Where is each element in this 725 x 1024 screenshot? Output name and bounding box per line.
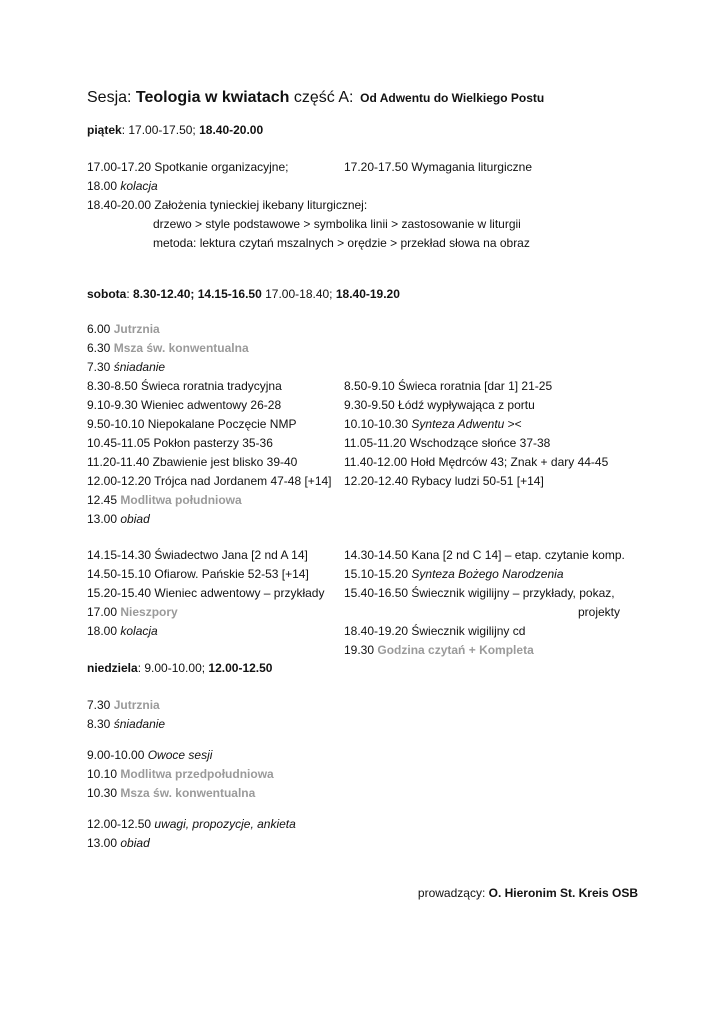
saturday-pm-right-1: 14.30-14.50 Kana [2 nd C 14] – etap. czytanie komp. — [344, 548, 625, 562]
saturday-left-4: 10.45-11.05 Pokłon pasterzy 35-36 — [87, 436, 273, 450]
saturday-right-4: 11.05-11.20 Wschodzące słońce 37-38 — [344, 436, 551, 450]
friday-row-1-right: 17.20-17.50 Wymagania liturgiczne — [344, 160, 532, 174]
saturday-left-2: 9.10-9.30 Wieniec adwentowy 26-28 — [87, 398, 282, 412]
saturday-item-kolacja: 18.00 kolacja — [87, 624, 158, 638]
friday-hours: 17.00-17.50; — [128, 123, 200, 137]
session-title — [87, 86, 544, 110]
friday-row-3: 18.40-20.00 Założenia tynieckiej ikebany liturgicznej: — [87, 198, 368, 212]
saturday-heading: sobota: 8.30-12.40; 14.15-16.50 17.00-18.40; 18.40-19.20 — [87, 287, 400, 301]
saturday-pm-left-1: 14.15-14.30 Świadectwo Jana [2 nd A 14] — [87, 548, 308, 562]
saturday-pm-right-3-cont: projekty — [577, 605, 620, 619]
sunday-item-obiad: 13.00 obiad — [87, 836, 150, 850]
saturday-item-obiad: 13.00 obiad — [87, 512, 150, 526]
saturday-pm-left-3: 15.20-15.40 Wieniec adwentowy – przykłady — [87, 586, 325, 600]
saturday-right-5: 11.40-12.00 Hołd Mędrców 43; Znak + dary 44-45 — [344, 455, 609, 469]
sunday-item-sniadanie: 8.30 śniadanie — [87, 717, 166, 731]
saturday-left-5: 11.20-11.40 Zbawienie jest blisko 39-40 — [87, 455, 298, 469]
saturday-item-kompleta: 19.30 Godzina czytań + Kompleta — [344, 643, 534, 657]
saturday-pm-right-3: 15.40-16.50 Świecznik wigilijny – przykłady, pokaz, — [344, 586, 615, 600]
saturday-left-6: 12.00-12.20 Trójca nad Jordanem 47-48 [+14] — [87, 474, 332, 488]
saturday-day: sobota — [87, 287, 127, 301]
friday-heading: piątek: 17.00-17.50; 18.40-20.00 — [87, 123, 264, 137]
saturday-right-6: 12.20-12.40 Rybacy ludzi 50-51 [+14] — [344, 474, 544, 488]
leader-name: O. Hieronim St. Kreis OSB — [488, 886, 638, 900]
leader-label: prowadzący: — [417, 886, 489, 900]
sunday-item-uwagi: 12.00-12.50 uwagi, propozycje, ankieta — [87, 817, 296, 831]
saturday-pm-right-2: 15.10-15.20 Synteza Bożego Narodzenia — [344, 567, 564, 581]
sunday-item-owoce: 9.00-10.00 Owoce sesji — [87, 748, 213, 762]
saturday-right-2: 9.30-9.50 Łódź wypływająca z portu — [344, 398, 535, 412]
saturday-item-sniadanie: 7.30 śniadanie — [87, 360, 166, 374]
title-prefix: Sesja: — [87, 89, 136, 106]
sunday-item-jutrznia: 7.30 Jutrznia — [87, 698, 160, 712]
title-part: część A: — [289, 89, 354, 106]
leader-credit — [418, 884, 638, 903]
saturday-right-1: 8.50-9.10 Świeca roratnia [dar 1] 21-25 — [344, 379, 553, 393]
saturday-left-3: 9.50-10.10 Niepokalane Poczęcie NMP — [87, 417, 297, 431]
saturday-item-modlitwa: 12.45 Modlitwa południowa — [87, 493, 242, 507]
saturday-pm-left-2: 14.50-15.10 Ofiarow. Pańskie 52-53 [+14] — [87, 567, 309, 581]
friday-row-5: metoda: lektura czytań mszalnych > orędzie > przekład słowa na obraz — [153, 236, 530, 250]
saturday-left-1: 8.30-8.50 Świeca roratnia tradycyjna — [87, 379, 282, 393]
friday-row-2: 18.00 kolacja — [87, 179, 158, 193]
friday-hours-bold: 18.40-20.00 — [199, 123, 264, 137]
sunday-day: niedziela — [87, 661, 138, 675]
title-subtitle: Od Adwentu do Wielkiego Postu — [360, 91, 545, 105]
sunday-item-modlitwa: 10.10 Modlitwa przedpołudniowa — [87, 767, 274, 781]
sunday-heading: niedziela: 9.00-10.00; 12.00-12.50 — [87, 661, 273, 675]
saturday-right-3: 10.10-10.30 Synteza Adwentu >< — [344, 417, 522, 431]
friday-day: piątek — [87, 123, 122, 137]
saturday-pm-right-4: 18.40-19.20 Świecznik wigilijny cd — [344, 624, 526, 638]
sunday-item-msza: 10.30 Msza św. konwentualna — [87, 786, 256, 800]
saturday-item-msza: 6.30 Msza św. konwentualna — [87, 341, 249, 355]
friday-row-4: drzewo > style podstawowe > symbolika linii > zastosowanie w liturgii — [153, 217, 521, 231]
friday-row-1-left: 17.00-17.20 Spotkanie organizacyjne; — [87, 160, 289, 174]
saturday-item-nieszpory: 17.00 Nieszpory — [87, 605, 178, 619]
title-name: Teologia w kwiatach — [135, 89, 290, 106]
saturday-item-jutrznia: 6.00 Jutrznia — [87, 322, 160, 336]
